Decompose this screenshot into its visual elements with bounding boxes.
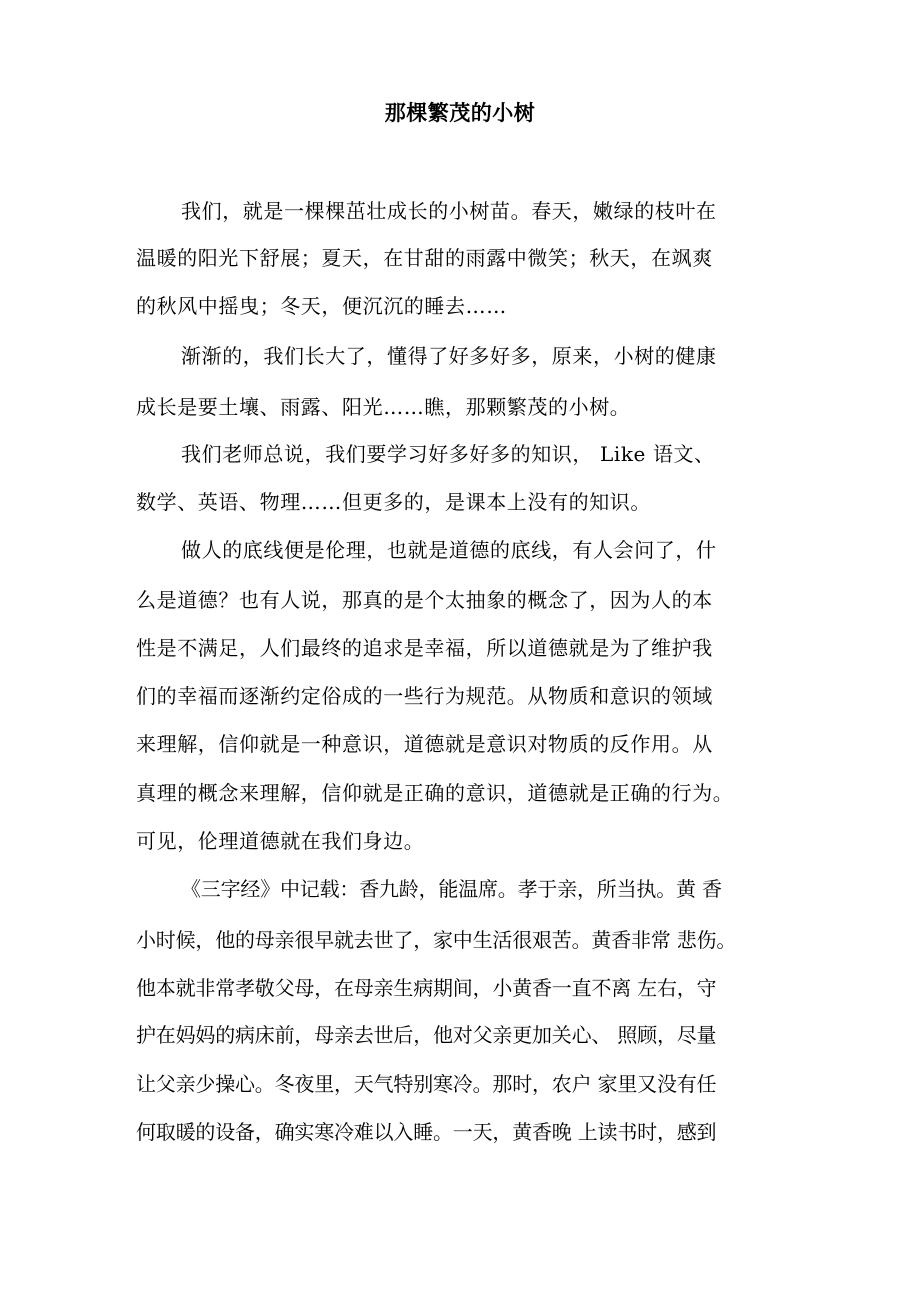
paragraph-2-line-2: 成长是要土壤、雨露、阳光……瞧，那颗繁茂的小树。 xyxy=(136,395,631,419)
document-title: 那棵繁茂的小树 xyxy=(384,100,536,125)
paragraph-4-line-5: 来理解，信仰就是一种意识，道德就是意识对物质的反作用。从 xyxy=(136,732,713,756)
paragraph-3-line-1: 我们老师总说，我们要学习好多好多的知识， Like 语文、 xyxy=(181,442,715,466)
paragraph-2-line-1: 渐渐的，我们长大了，懂得了好多好多，原来，小树的健康 xyxy=(181,344,717,368)
paragraph-1-line-3: 的秋风中摇曳；冬天，便沉沉的睡去…… xyxy=(136,294,507,318)
paragraph-5-line-3: 他本就非常孝敬父母，在母亲生病期间，小黄香一直不离 左右，守 xyxy=(136,976,717,1000)
paragraph-5-line-2: 小时候，他的母亲很早就去世了，家中生活很艰苦。黄香非常 悲伤。 xyxy=(136,928,737,952)
paragraph-4-line-6: 真理的概念来理解，信仰就是正确的意识，道德就是正确的行为。 xyxy=(136,781,734,805)
paragraph-5-line-4: 护在妈妈的病床前，母亲去世后，他对父亲更加关心、 照顾，尽量 xyxy=(136,1023,717,1047)
paragraph-4-line-3: 性是不满足，人们最终的追求是幸福，所以道德就是为了维护我 xyxy=(136,636,713,660)
paragraph-4-line-4: 们的幸福而逐渐约定俗成的一些行为规范。从物质和意识的领域 xyxy=(136,684,713,708)
paragraph-1-line-1: 我们，就是一棵棵茁壮成长的小树苗。春天，嫩绿的枝叶在 xyxy=(181,199,717,223)
paragraph-5-line-1: 《三字经》中记载：香九龄，能温席。孝于亲，所当执。黄 香 xyxy=(181,877,722,901)
paragraph-4-line-7: 可见，伦理道德就在我们身边。 xyxy=(136,829,425,853)
paragraph-5-line-5: 让父亲少操心。冬夜里，天气特别寒冷。那时，农户 家里又没有任 xyxy=(136,1072,717,1096)
paragraph-4-line-2: 么是道德？也有人说，那真的是个太抽象的概念了，因为人的本 xyxy=(136,588,713,612)
paragraph-4-line-1: 做人的底线便是伦理，也就是道德的底线，有人会问了，什 xyxy=(181,538,717,562)
paragraph-1-line-2: 温暖的阳光下舒展；夏天，在甘甜的雨露中微笑；秋天，在飒爽 xyxy=(136,246,713,270)
paragraph-5-line-6: 何取暖的设备，确实寒冷难以入睡。一天，黄香晚 上读书时，感到 xyxy=(136,1120,717,1144)
paragraph-3-line-2: 数学、英语、物理……但更多的，是课本上没有的知识。 xyxy=(136,490,651,514)
